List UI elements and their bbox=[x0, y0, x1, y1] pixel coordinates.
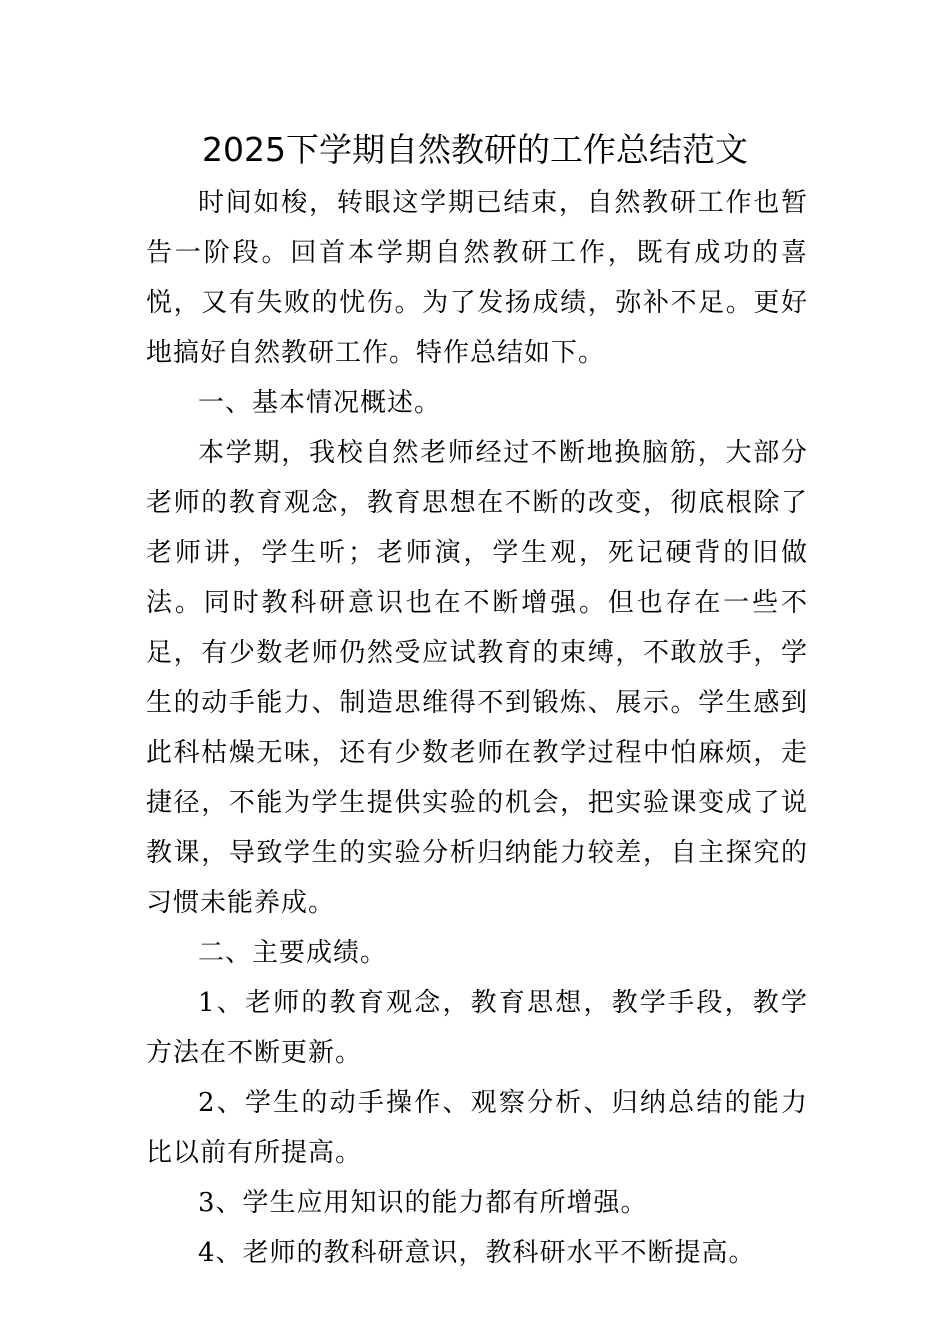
section-heading-overview: 一、基本情况概述。 bbox=[198, 388, 442, 418]
paragraph-overview: 本学期，我校自然老师经过不断地换脑筋，大部分老师的教育观念，教育思想在不断的改变，彻底根除了老师讲，学生听；老师演，学生观，死记硬背的旧做法。同时教科研意识也在不断增强。但也存在一些不足，有少数老师仍然受应试教育的束缚，不敢放手，学生的动手能力、制造思维得不到锻炼、展示。学生感到此科枯燥无味，还有少数老师在教学过程中怕麻烦，走捷径，不能为学生提供实验的机会，把实验课变成了说教课，导致学生的实验分析归纳能力较差，自主探究的习惯未能养成。 bbox=[146, 438, 808, 918]
document-body bbox=[146, 178, 808, 1278]
list-item-achievement-4: 4、老师的教科研意识，教科研水平不断提高。 bbox=[198, 1238, 756, 1268]
paragraph-intro: 时间如梭，转眼这学期已结束，自然教研工作也暂告一阶段。回首本学期自然教研工作，既有成功的喜悦，又有失败的忧伤。为了发扬成绩，弥补不足。更好地搞好自然教研工作。特作总结如下。 bbox=[146, 188, 808, 368]
list-item-achievement-2: 2、学生的动手操作、观察分析、归纳总结的能力比以前有所提高。 bbox=[146, 1088, 808, 1168]
list-item-achievement-3: 3、学生应用知识的能力都有所增强。 bbox=[198, 1188, 648, 1218]
list-item-achievement-1: 1、老师的教育观念，教育思想，教学手段，教学方法在不断更新。 bbox=[146, 988, 808, 1068]
section-heading-achievements: 二、主要成绩。 bbox=[198, 938, 388, 968]
page-title: 2025下学期自然教研的工作总结范文 bbox=[202, 130, 748, 169]
